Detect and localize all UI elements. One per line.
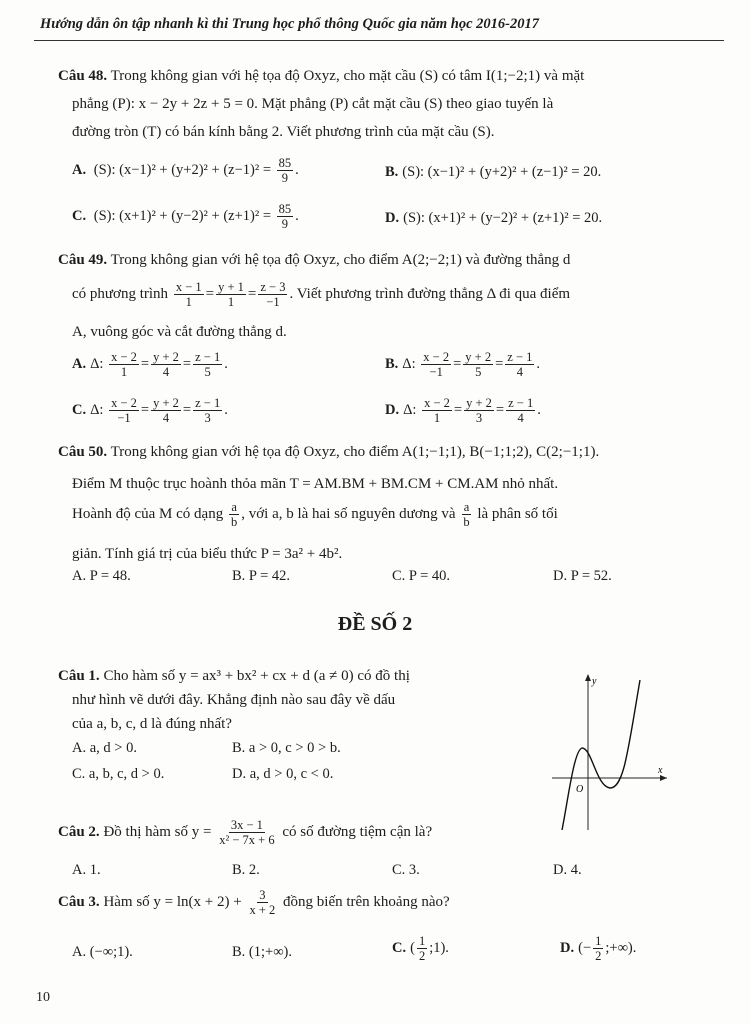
- denominator: −1: [117, 411, 131, 425]
- header-rule: [34, 40, 724, 41]
- question-2-suffix: có số đường tiệm cận là?: [282, 823, 433, 840]
- fraction: [151, 350, 181, 379]
- option-label: A.: [72, 161, 87, 178]
- question-49-line1: Trong không gian với hệ tọa độ Oxyz, cho điểm A(2;−2;1) và đường thẳng d: [110, 252, 571, 268]
- q48-option-d[interactable]: [385, 210, 602, 227]
- denominator: 4: [162, 411, 170, 425]
- denominator: 4: [162, 365, 170, 379]
- q50-option-b[interactable]: B. P = 42.: [232, 568, 290, 584]
- denominator: 3: [204, 411, 211, 425]
- denominator: b: [463, 515, 470, 529]
- fraction: [593, 934, 603, 963]
- q1-option-d[interactable]: D. a, d > 0, c < 0.: [232, 766, 334, 782]
- question-3-prefix: Hàm số y = ln(x + 2) +: [103, 893, 242, 910]
- question-1-number: Câu 1.: [58, 668, 100, 684]
- denominator: 2: [418, 949, 426, 963]
- numerator: 85: [278, 156, 292, 170]
- numerator: y + 2: [153, 350, 179, 364]
- q50-option-a[interactable]: A. P = 48.: [72, 568, 131, 584]
- numerator: z − 1: [195, 350, 221, 364]
- fraction: [417, 934, 427, 963]
- question-50-line3: [58, 500, 712, 529]
- q49-option-d[interactable]: D. Δ: $\frac{x - 2}{1}$ = $\frac{y + 2}{3}$ = $\frac{z - 1}{4}$ .: [385, 396, 541, 425]
- q50-option-d[interactable]: D. P = 52.: [553, 568, 612, 584]
- fraction: [217, 818, 276, 847]
- q3-option-b[interactable]: B. (1;+∞).: [232, 944, 292, 960]
- numerator: 3x − 1: [230, 818, 263, 832]
- fraction: [216, 280, 246, 309]
- denominator: −1: [266, 295, 280, 309]
- line3-middle: , với a, b là hai số nguyên dương và: [241, 505, 456, 522]
- numerator: 3: [259, 888, 266, 902]
- denominator: 4: [516, 365, 523, 379]
- question-50: [58, 438, 698, 498]
- fraction: [229, 500, 239, 529]
- fraction: [505, 350, 534, 379]
- denominator: 4: [517, 411, 524, 425]
- q48-option-a[interactable]: [72, 156, 299, 185]
- option-text: (S): (x+1)² + (y−2)² + (z+1)² =: [93, 207, 271, 224]
- numerator: a: [463, 500, 470, 514]
- numerator: y + 2: [153, 396, 179, 410]
- numerator: y + 2: [466, 396, 492, 410]
- running-header: Hướng dẫn ôn tập nhanh kì thi Trung học phổ thông Quốc gia năm học 2016-2017: [40, 16, 539, 32]
- fraction: [463, 350, 493, 379]
- numerator: x − 2: [424, 396, 450, 410]
- question-50-number: Câu 50.: [58, 444, 108, 460]
- fraction: [109, 350, 139, 379]
- numerator: z − 1: [508, 396, 534, 410]
- option-label: C.: [392, 939, 407, 956]
- question-50-line4: giản. Tính giá trị của biểu thức P = 3a² + 4b².: [72, 546, 343, 562]
- question-49-number: Câu 49.: [58, 252, 108, 268]
- option-text: (S): (x+1)² + (y−2)² + (z+1)² = 20.: [403, 210, 603, 226]
- question-49: [58, 246, 698, 274]
- q2-option-b[interactable]: B. 2.: [232, 862, 260, 878]
- question-2: [58, 818, 698, 847]
- numerator: x − 2: [111, 396, 137, 410]
- x-label: x: [658, 765, 663, 776]
- option-prefix: Δ:: [90, 401, 104, 418]
- option-suffix: .: [295, 207, 299, 224]
- question-50-line1: Trong không gian với hệ tọa độ Oxyz, cho điểm A(1;−1;1), B(−1;1;2), C(2;−1;1).: [110, 444, 600, 460]
- y-arrow-icon: [585, 674, 591, 681]
- denominator: 9: [281, 217, 288, 231]
- question-48-number: Câu 48.: [58, 68, 108, 84]
- numerator: 1: [595, 934, 602, 948]
- option-label: D.: [560, 939, 575, 956]
- option-label: A.: [72, 355, 87, 372]
- option-text: (S): (x−1)² + (y+2)² + (z−1)² =: [93, 161, 271, 178]
- denominator: x + 2: [249, 903, 276, 917]
- q50-option-c[interactable]: C. P = 40.: [392, 568, 450, 584]
- q2-option-c[interactable]: C. 3.: [392, 862, 420, 878]
- numerator: x − 2: [423, 350, 450, 364]
- fraction: [421, 350, 451, 379]
- question-48-line2: phẳng (P): x − 2y + 2z + 5 = 0. Mặt phẳng (P) cắt mặt cầu (S) theo giao tuyến là: [72, 96, 554, 112]
- q3-option-d[interactable]: D. (− $\frac{1}{2}$ ;+∞).: [560, 934, 637, 963]
- option-suffix: ;1).: [429, 939, 449, 956]
- question-48-line3: đường tròn (T) có bán kính bằng 2. Viết phương trình của mặt cầu (S).: [72, 124, 495, 140]
- fraction: [193, 396, 222, 425]
- cubic-graph: [552, 670, 667, 830]
- option-text: (S): (x−1)² + (y+2)² + (z−1)² = 20.: [402, 164, 602, 180]
- question-48-line1: Trong không gian với hệ tọa độ Oxyz, cho mặt cầu (S) có tâm I(1;−2;1) và mặt: [110, 68, 585, 84]
- origin-label: O: [576, 784, 584, 795]
- question-3-suffix: đồng biến trên khoảng nào?: [283, 893, 450, 910]
- fraction: [461, 500, 471, 529]
- fraction: [506, 396, 535, 425]
- section-title: ĐỀ SỐ 2: [337, 613, 413, 635]
- numerator: z − 1: [507, 350, 533, 364]
- denominator: 1: [185, 295, 192, 309]
- question-1: [58, 664, 538, 736]
- numerator: z − 1: [195, 396, 221, 410]
- fraction: [247, 888, 277, 917]
- denominator: b: [230, 515, 238, 529]
- line2-prefix: có phương trình: [72, 285, 169, 302]
- option-suffix: ;+∞).: [605, 939, 637, 956]
- question-3-number: Câu 3.: [58, 893, 100, 910]
- denominator: 1: [120, 365, 128, 379]
- q1-option-c[interactable]: C. a, b, c, d > 0.: [72, 766, 165, 782]
- q2-option-a[interactable]: A. 1.: [72, 862, 101, 878]
- line2-suffix: . Viết phương trình đường thẳng Δ đi qua điểm: [289, 285, 571, 302]
- option-prefix: Δ:: [403, 401, 417, 418]
- denominator: −1: [429, 365, 443, 379]
- question-48: [58, 62, 698, 146]
- question-1-line3: của a, b, c, d là đúng nhất?: [72, 716, 232, 732]
- fraction: [258, 280, 287, 309]
- denominator: x² − 7x + 6: [219, 833, 275, 847]
- option-label: B.: [385, 355, 399, 372]
- numerator: y + 2: [465, 350, 492, 364]
- cubic-curve: [562, 680, 640, 830]
- denominator: 1: [227, 295, 235, 309]
- fraction: [109, 396, 139, 425]
- line3-prefix: Hoành độ của M có dạng: [72, 505, 224, 522]
- q49-option-c[interactable]: C. Δ: $\frac{x - 2}{-1}$ = $\frac{y + 2}{4}$ = $\frac{z - 1}{3}$ .: [72, 396, 228, 425]
- option-label: B.: [385, 164, 399, 180]
- q1-option-a[interactable]: A. a, d > 0.: [72, 740, 137, 756]
- question-49-line2: có phương trình $\frac{x - 1}{1}$ = $\frac{y + 1}{1}$ = $\frac{z - 3}{-1}$ . Viết phương trình đường thẳng Δ đi qua điểm: [58, 280, 698, 309]
- q3-option-a[interactable]: A. (−∞;1).: [72, 944, 133, 960]
- question-3: [58, 888, 698, 917]
- numerator: 1: [418, 934, 426, 948]
- q3-option-c[interactable]: C. ( $\frac{1}{2}$ ;1).: [392, 934, 449, 963]
- denominator: 3: [475, 411, 483, 425]
- numerator: a: [231, 500, 237, 514]
- fraction: [277, 156, 294, 185]
- question-1-line2: như hình vẽ dưới đây. Khẳng định nào sau đây về dấu: [72, 692, 396, 708]
- option-label: C.: [72, 401, 87, 418]
- question-50-line2: Điểm M thuộc trục hoành thỏa mãn T = AM.BM + BM.CM + CM.AM nhỏ nhất.: [72, 476, 559, 492]
- fraction: [277, 202, 294, 231]
- denominator: 9: [281, 171, 288, 185]
- question-2-number: Câu 2.: [58, 823, 100, 840]
- numerator: 85: [278, 202, 292, 216]
- option-prefix: Δ:: [90, 355, 104, 372]
- q48-option-b[interactable]: [385, 164, 601, 181]
- numerator: x − 2: [111, 350, 137, 364]
- numerator: x − 1: [175, 280, 202, 294]
- fraction: [193, 350, 222, 379]
- fraction: [151, 396, 181, 425]
- q49-option-b[interactable]: B. Δ: $\frac{x - 2}{-1}$ = $\frac{y + 2}{5}$ = $\frac{z - 1}{4}$ .: [385, 350, 541, 379]
- numerator: z − 3: [260, 280, 286, 294]
- denominator: 1: [433, 411, 441, 425]
- q1-option-b[interactable]: B. a > 0, c > 0 > b.: [232, 740, 341, 756]
- fraction: [464, 396, 494, 425]
- denominator: 2: [595, 949, 602, 963]
- fraction: [422, 396, 452, 425]
- option-label: C.: [72, 207, 87, 224]
- question-1-line1: Cho hàm số y = ax³ + bx² + cx + d (a ≠ 0) có đồ thị: [103, 668, 410, 684]
- option-label: D.: [385, 210, 400, 226]
- option-suffix: .: [295, 161, 299, 178]
- denominator: 5: [475, 365, 482, 379]
- denominator: 5: [204, 365, 211, 379]
- option-label: D.: [385, 401, 400, 418]
- q48-option-c[interactable]: [72, 202, 299, 231]
- q49-option-a[interactable]: A. Δ: $\frac{x - 2}{1}$ = $\frac{y + 2}{4}$ = $\frac{z - 1}{5}$ .: [72, 350, 228, 379]
- line3-suffix: là phân số tối: [477, 505, 558, 522]
- numerator: y + 1: [218, 280, 244, 294]
- question-2-prefix: Đồ thị hàm số y =: [103, 823, 212, 840]
- page-number: 10: [36, 990, 50, 1005]
- question-49-line3: A, vuông góc và cắt đường thẳng d.: [72, 324, 287, 340]
- fraction: [174, 280, 204, 309]
- y-label: y: [592, 676, 597, 687]
- option-prefix: Δ:: [402, 355, 416, 372]
- q2-option-d[interactable]: D. 4.: [553, 862, 582, 878]
